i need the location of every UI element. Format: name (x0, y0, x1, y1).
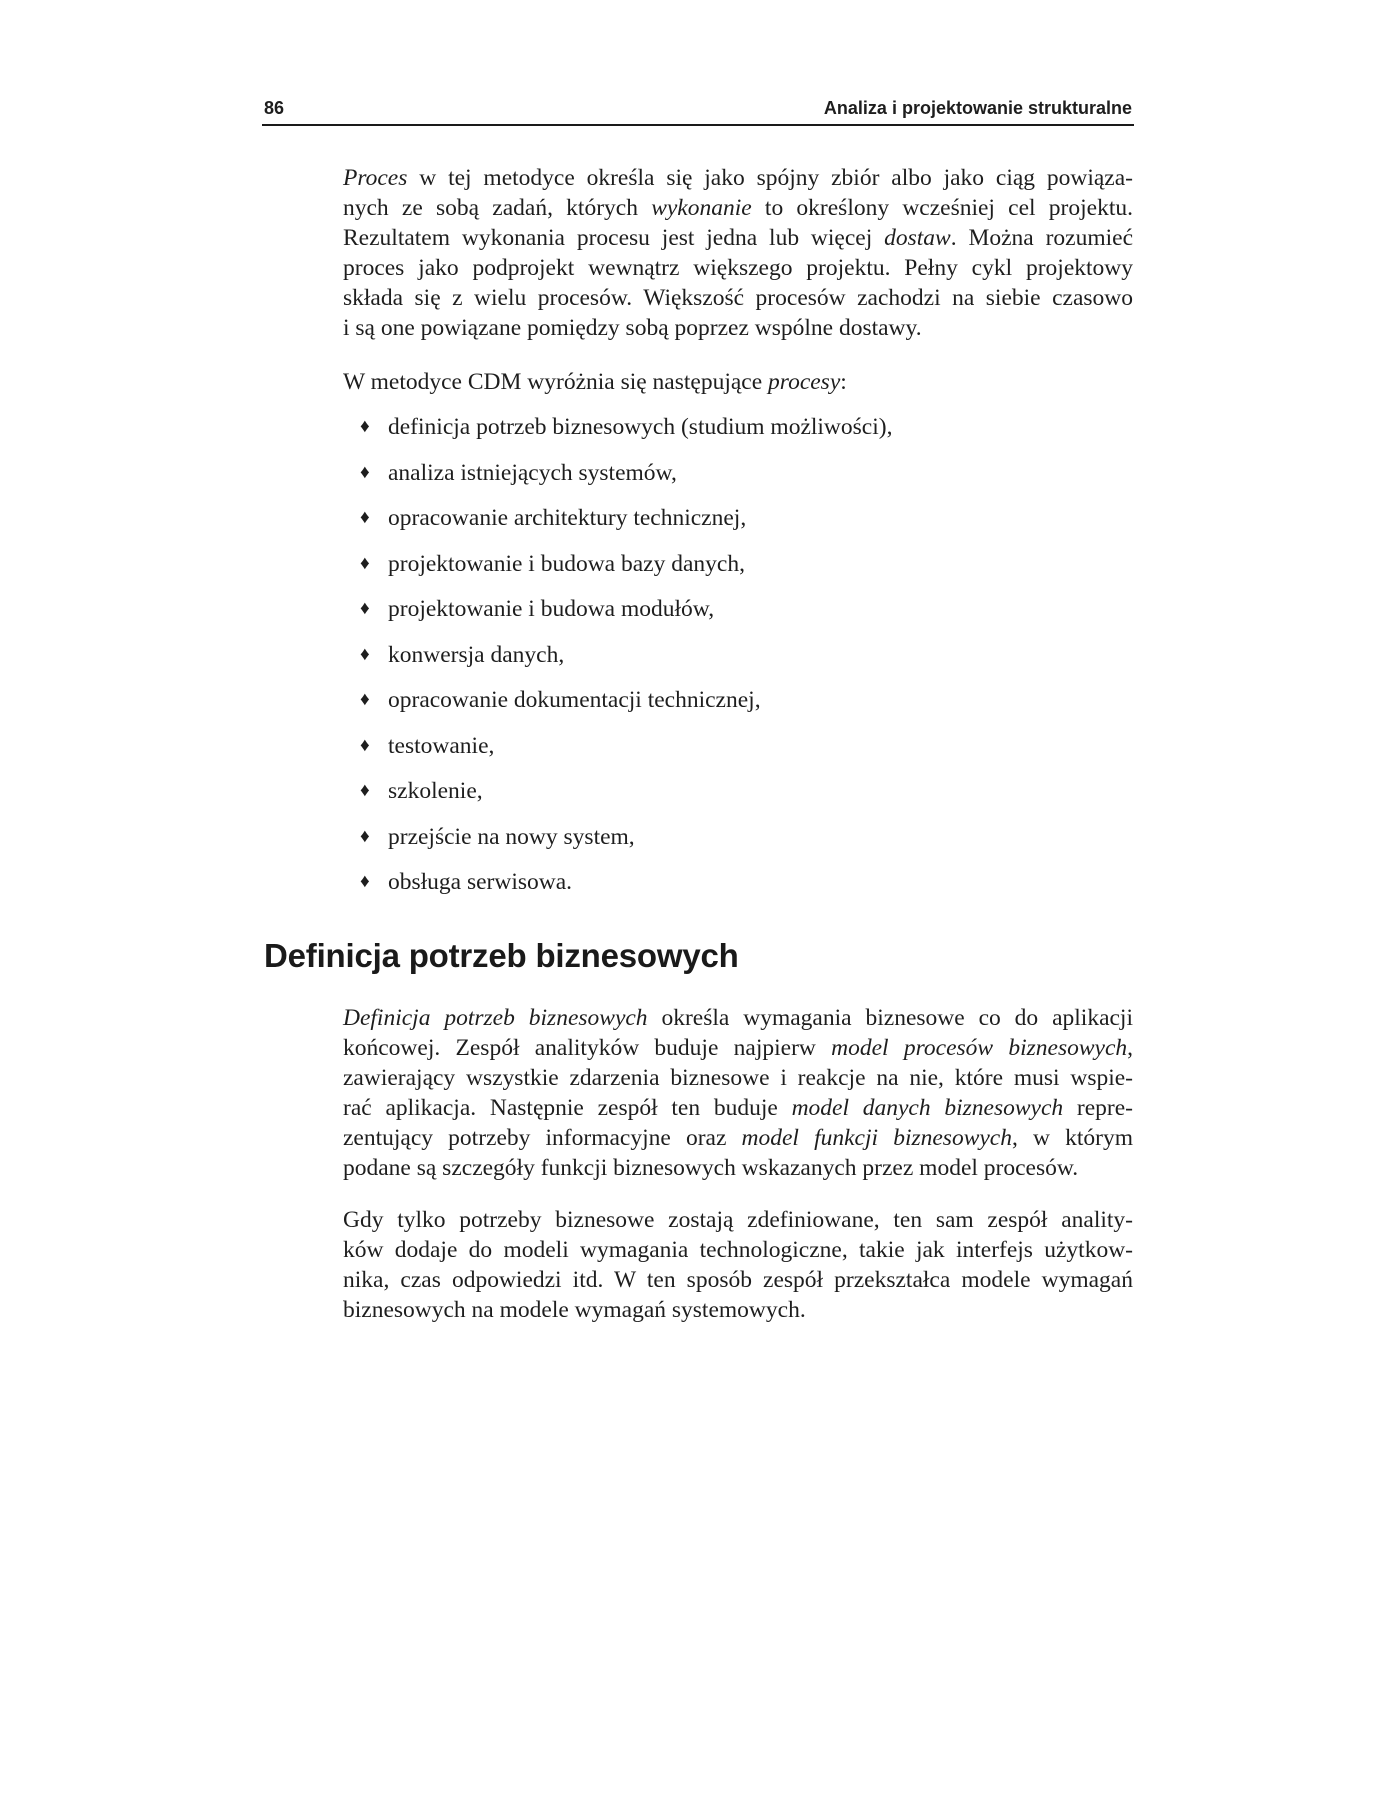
text-line (343, 1235, 1133, 1265)
list-item-text: opracowanie dokumentacji technicznej, (388, 687, 761, 713)
emphasized-term: model procesów biznesowych (831, 1035, 1128, 1061)
diamond-icon: ♦ (360, 780, 370, 801)
diamond-icon: ♦ (360, 689, 370, 710)
text-run: repre- (1063, 1095, 1133, 1121)
emphasized-term: Definicja potrzeb biznesowych (343, 1005, 648, 1031)
list-item (360, 867, 1130, 897)
text-line (343, 193, 1133, 223)
diamond-icon: ♦ (360, 416, 370, 437)
text-run: końcowej. Zespół analityków buduje najpierw (343, 1035, 832, 1061)
diamond-icon: ♦ (360, 507, 370, 528)
paragraph-text (343, 1205, 1133, 1325)
text-run: : (840, 369, 847, 395)
list-item-text: opracowanie architektury technicznej, (388, 505, 747, 531)
paragraph-text (343, 367, 1133, 397)
page-number: 86 (264, 98, 285, 118)
emphasized-term: model danych biznesowych (791, 1095, 1064, 1121)
text-run: , (1127, 1035, 1133, 1061)
business-needs-paragraph (343, 1003, 1133, 1183)
text-line (343, 1003, 1133, 1033)
text-run: składa się z wielu procesów. Większość procesów zachodzi na siebie czasowo (343, 285, 1133, 311)
text-line (343, 1033, 1133, 1063)
text-line (343, 163, 1133, 193)
text-line (343, 1063, 1133, 1093)
list-item-text: projektowanie i budowa bazy danych, (388, 550, 745, 577)
list-item-text: testowanie, (388, 732, 495, 759)
text-line (343, 1295, 1133, 1325)
paragraph-text (343, 1003, 1133, 1183)
text-run: ków dodaje do modeli wymagania technologiczne, takie jak interfejs użytkow- (343, 1237, 1133, 1263)
emphasized-term: wykonanie (651, 195, 752, 221)
list-item-text: definicja potrzeb biznesowych (studium możliwości), (388, 414, 893, 440)
diamond-icon: ♦ (360, 552, 370, 574)
text-line (343, 1153, 1133, 1183)
section-heading: Definicja potrzeb biznesowych (264, 937, 739, 974)
emphasized-term: procesy (768, 369, 841, 395)
list-item-text: szkolenie, (388, 778, 483, 804)
text-run: . Można rozumieć (950, 225, 1133, 251)
text-run: to określony wcześniej cel projektu. (751, 195, 1133, 221)
intro-paragraph (343, 163, 1133, 343)
diamond-icon: ♦ (360, 643, 370, 665)
diamond-icon: ♦ (360, 734, 370, 756)
emphasized-term: dostaw (884, 225, 951, 251)
list-item-text: analiza istniejących systemów, (388, 459, 677, 486)
diamond-icon: ♦ (360, 461, 370, 483)
list-item-text: konwersja danych, (388, 641, 565, 668)
text-run: podane są szczegóły funkcji biznesowych wskazanych przez model procesów. (343, 1155, 1079, 1181)
list-item-text: projektowanie i budowa modułów, (388, 596, 715, 622)
text-run: biznesowych na modele wymagań systemowych. (343, 1297, 806, 1323)
list-item (360, 685, 1130, 715)
paragraph-text (343, 163, 1133, 343)
list-item (360, 549, 1130, 579)
text-run: i są one powiązane pomiędzy sobą poprzez wspólne dostawy. (343, 315, 922, 341)
diamond-icon: ♦ (360, 598, 370, 619)
list-item (360, 776, 1130, 806)
running-title: Analiza i projektowanie strukturalne (823, 98, 1132, 118)
text-run: Rezultatem wykonania procesu jest jedna lub więcej (343, 225, 885, 251)
text-run: proces jako podprojekt wewnątrz większego projektu. Pełny cykl projektowy (343, 255, 1133, 281)
text-run: nika, czas odpowiedzi itd. W ten sposób zespół przekształca modele wymagań (343, 1267, 1133, 1293)
list-item (360, 822, 1130, 852)
requirements-paragraph (343, 1205, 1133, 1325)
text-run: zentujący potrzeby informacyjne oraz (343, 1125, 742, 1151)
text-line (343, 283, 1133, 313)
text-line (343, 1205, 1133, 1235)
text-run: określa wymagania biznesowe co do aplikacji (647, 1005, 1133, 1031)
text-line (343, 223, 1133, 253)
list-item (360, 412, 1130, 442)
text-line (343, 367, 1133, 397)
text-run: , w którym (1011, 1125, 1133, 1151)
text-run: zawierający wszystkie zdarzenia biznesowe i reakcje na nie, które musi wspie- (343, 1065, 1133, 1091)
processes-lead-in (343, 367, 1133, 397)
emphasized-term: model funkcji biznesowych (741, 1125, 1012, 1151)
text-line (343, 1123, 1133, 1153)
diamond-icon: ♦ (360, 825, 370, 847)
process-list (360, 412, 1130, 913)
text-run: rać aplikacja. Następnie zespół ten buduje (343, 1095, 792, 1121)
list-item (360, 503, 1130, 533)
text-line (343, 313, 1133, 343)
emphasized-term: Proces (343, 165, 408, 191)
text-line (343, 253, 1133, 283)
list-item-text: przejście na nowy system, (388, 823, 635, 850)
page-header (262, 96, 1134, 126)
text-run: nych ze sobą zadań, których (343, 195, 652, 221)
list-item (360, 731, 1130, 761)
list-item-text: obsługa serwisowa. (388, 869, 573, 895)
diamond-icon: ♦ (360, 871, 370, 892)
text-line (343, 1093, 1133, 1123)
text-run: w tej metodyce określa się jako spójny zbiór albo jako ciąg powiąza- (407, 165, 1133, 191)
text-line (343, 1265, 1133, 1295)
text-run: Gdy tylko potrzeby biznesowe zostają zdefiniowane, ten sam zespół anality- (343, 1207, 1133, 1233)
list-item (360, 458, 1130, 488)
text-run: W metodyce CDM wyróżnia się następujące (343, 369, 769, 395)
list-item (360, 640, 1130, 670)
list-item (360, 594, 1130, 624)
